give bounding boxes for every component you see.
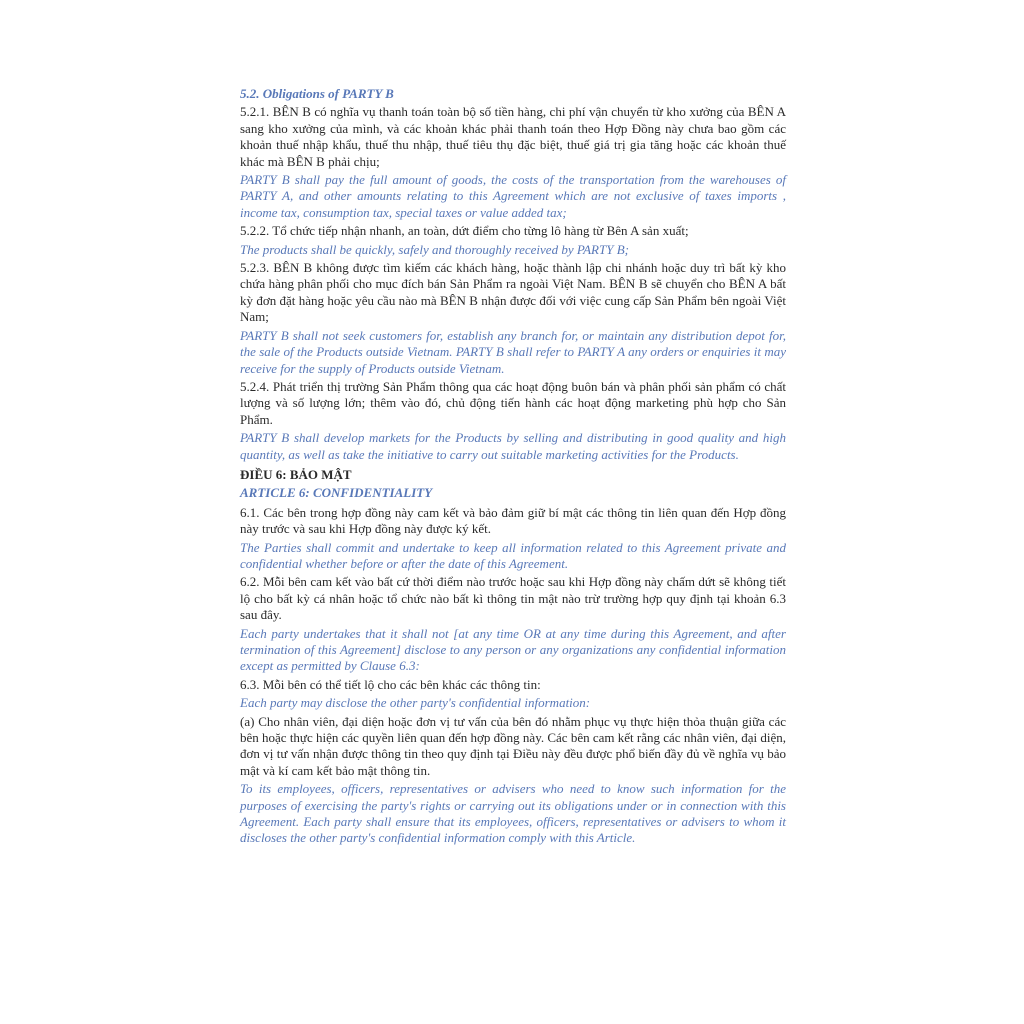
clause-5-2-2-en: The products shall be quickly, safely and thoroughly received by PARTY B; (240, 241, 629, 257)
section-title-obligations-party-b: 5.2. Obligations of PARTY B (240, 86, 394, 101)
clause-5-2-1-en: PARTY B shall pay the full amount of goods, the costs of the transportation from the warehouses of PARTY A, and other amounts relating to this Agreement which are not exclusive of taxes imports , income tax, consumption tax, special taxes or value added tax; (240, 172, 786, 220)
clause-6-3-vi: 6.3. Mỗi bên có thể tiết lộ cho các bên khác các thông tin: (240, 676, 541, 692)
document-page (240, 86, 786, 849)
clause-6-2-en: Each party undertakes that it shall not [at any time OR at any time during this Agreement, and after termination of this Agreement] disclose to any person or any organizations any confidential information except as permitted by Clause 6.3: (240, 625, 786, 674)
clause-5-2-3-en: PARTY B shall not seek customers for, establish any branch for, or maintain any distribution depot for, the sale of the Products outside Vietnam. PARTY B shall refer to PARTY A any orders or enquiries it may receive for the supply of Products outside Vietnam. (240, 327, 786, 376)
clause-6-3-en: Each party may disclose the other party's confidential information: (240, 695, 591, 711)
clause-6-3-a-en: To its employees, officers, representatives or advisers who need to know such information for the purposes of exercising the party's rights or carrying out its obligations under or in connection with this Agreement. Each party shall ensure that its employees, officers, representatives or advisers to whom it discloses the other party's confidential information comply with this Article. (240, 781, 786, 846)
clause-6-1-en: The Parties shall commit and undertake to keep all information related to this Agreement private and confidential whether before or after the date of this Agreement. (240, 539, 786, 571)
clause-5-2-1-vi: 5.2.1. BÊN B có nghĩa vụ thanh toán toàn bộ số tiền hàng, chi phí vận chuyển từ kho xưởng của BÊN A sang kho xưởng của mình, và các khoản khác phải thanh toán theo Hợp Đồng này chưa bao gồm các khoản thuế nhập khẩu, thuế thu nhập, thuế tiêu thụ đặc biệt, thuế giá trị gia tăng hoặc các khoản thuế khác mà BÊN B phải chịu; (240, 104, 786, 169)
clause-5-2-4-en: PARTY B shall develop markets for the Products by selling and distributing in good quality and high quantity, as well as take the initiative to carry out suitable marketing activities for the Products. (240, 430, 786, 462)
clause-6-2-vi: 6.2. Mỗi bên cam kết vào bất cứ thời điểm nào trước hoặc sau khi Hợp đồng này chấm dứt sẽ không tiết lộ cho bất kỳ cá nhân hoặc tổ chức nào bất kì thông tin mật nào trừ trường hợp quy định tại khoản 6.3 sau đây. (240, 574, 786, 623)
clause-5-2-3-vi: 5.2.3. BÊN B không được tìm kiếm các khách hàng, hoặc thành lập chi nhánh hoặc duy trì bất kỳ kho chứa hàng phân phối cho mục đích bán Sản Phẩm ra ngoài Việt Nam. BÊN B sẽ chuyển cho BÊN A bất kỳ đơn đặt hàng hoặc yêu cầu nào mà BÊN B nhận được đối với việc cung cấp Sản Phẩm bên ngoài Việt Nam; (240, 260, 786, 325)
clause-6-1-vi: 6.1. Các bên trong hợp đồng này cam kết và bảo đảm giữ bí mật các thông tin liên quan đến Hợp đồng này trước và sau khi Hợp đồng này được ký kết. (240, 504, 786, 537)
article-6-title-vi: ĐIỀU 6: BẢO MẬT (240, 466, 352, 482)
clause-6-3-a-vi: (a) Cho nhân viên, đại diện hoặc đơn vị tư vấn của bên đó nhằm phục vụ thực hiện thỏa thuận giữa các bên hoặc thực hiện các quyền liên quan đến hợp đồng này. Các bên cam kết rằng các nhân viên, đại diện, đơn vị tư vấn nhận được thông tin theo quy định tại Điều này đều được phổ biến đầy đủ về nghĩa vụ bảo mật và kí cam kết bảo mật thông tin. (240, 713, 786, 778)
clause-5-2-4-vi: 5.2.4. Phát triển thị trường Sản Phẩm thông qua các hoạt động buôn bán và phân phối sản phẩm có chất lượng và số lượng lớn; thêm vào đó, chủ động tiến hành các hoạt động marketing phù hợp cho Sản Phẩm. (240, 378, 786, 427)
article-6-title-en: ARTICLE 6: CONFIDENTIALITY (240, 485, 433, 501)
clause-5-2-2-vi: 5.2.2. Tổ chức tiếp nhận nhanh, an toàn, dứt điểm cho từng lô hàng từ Bên A sản xuất; (240, 223, 689, 239)
